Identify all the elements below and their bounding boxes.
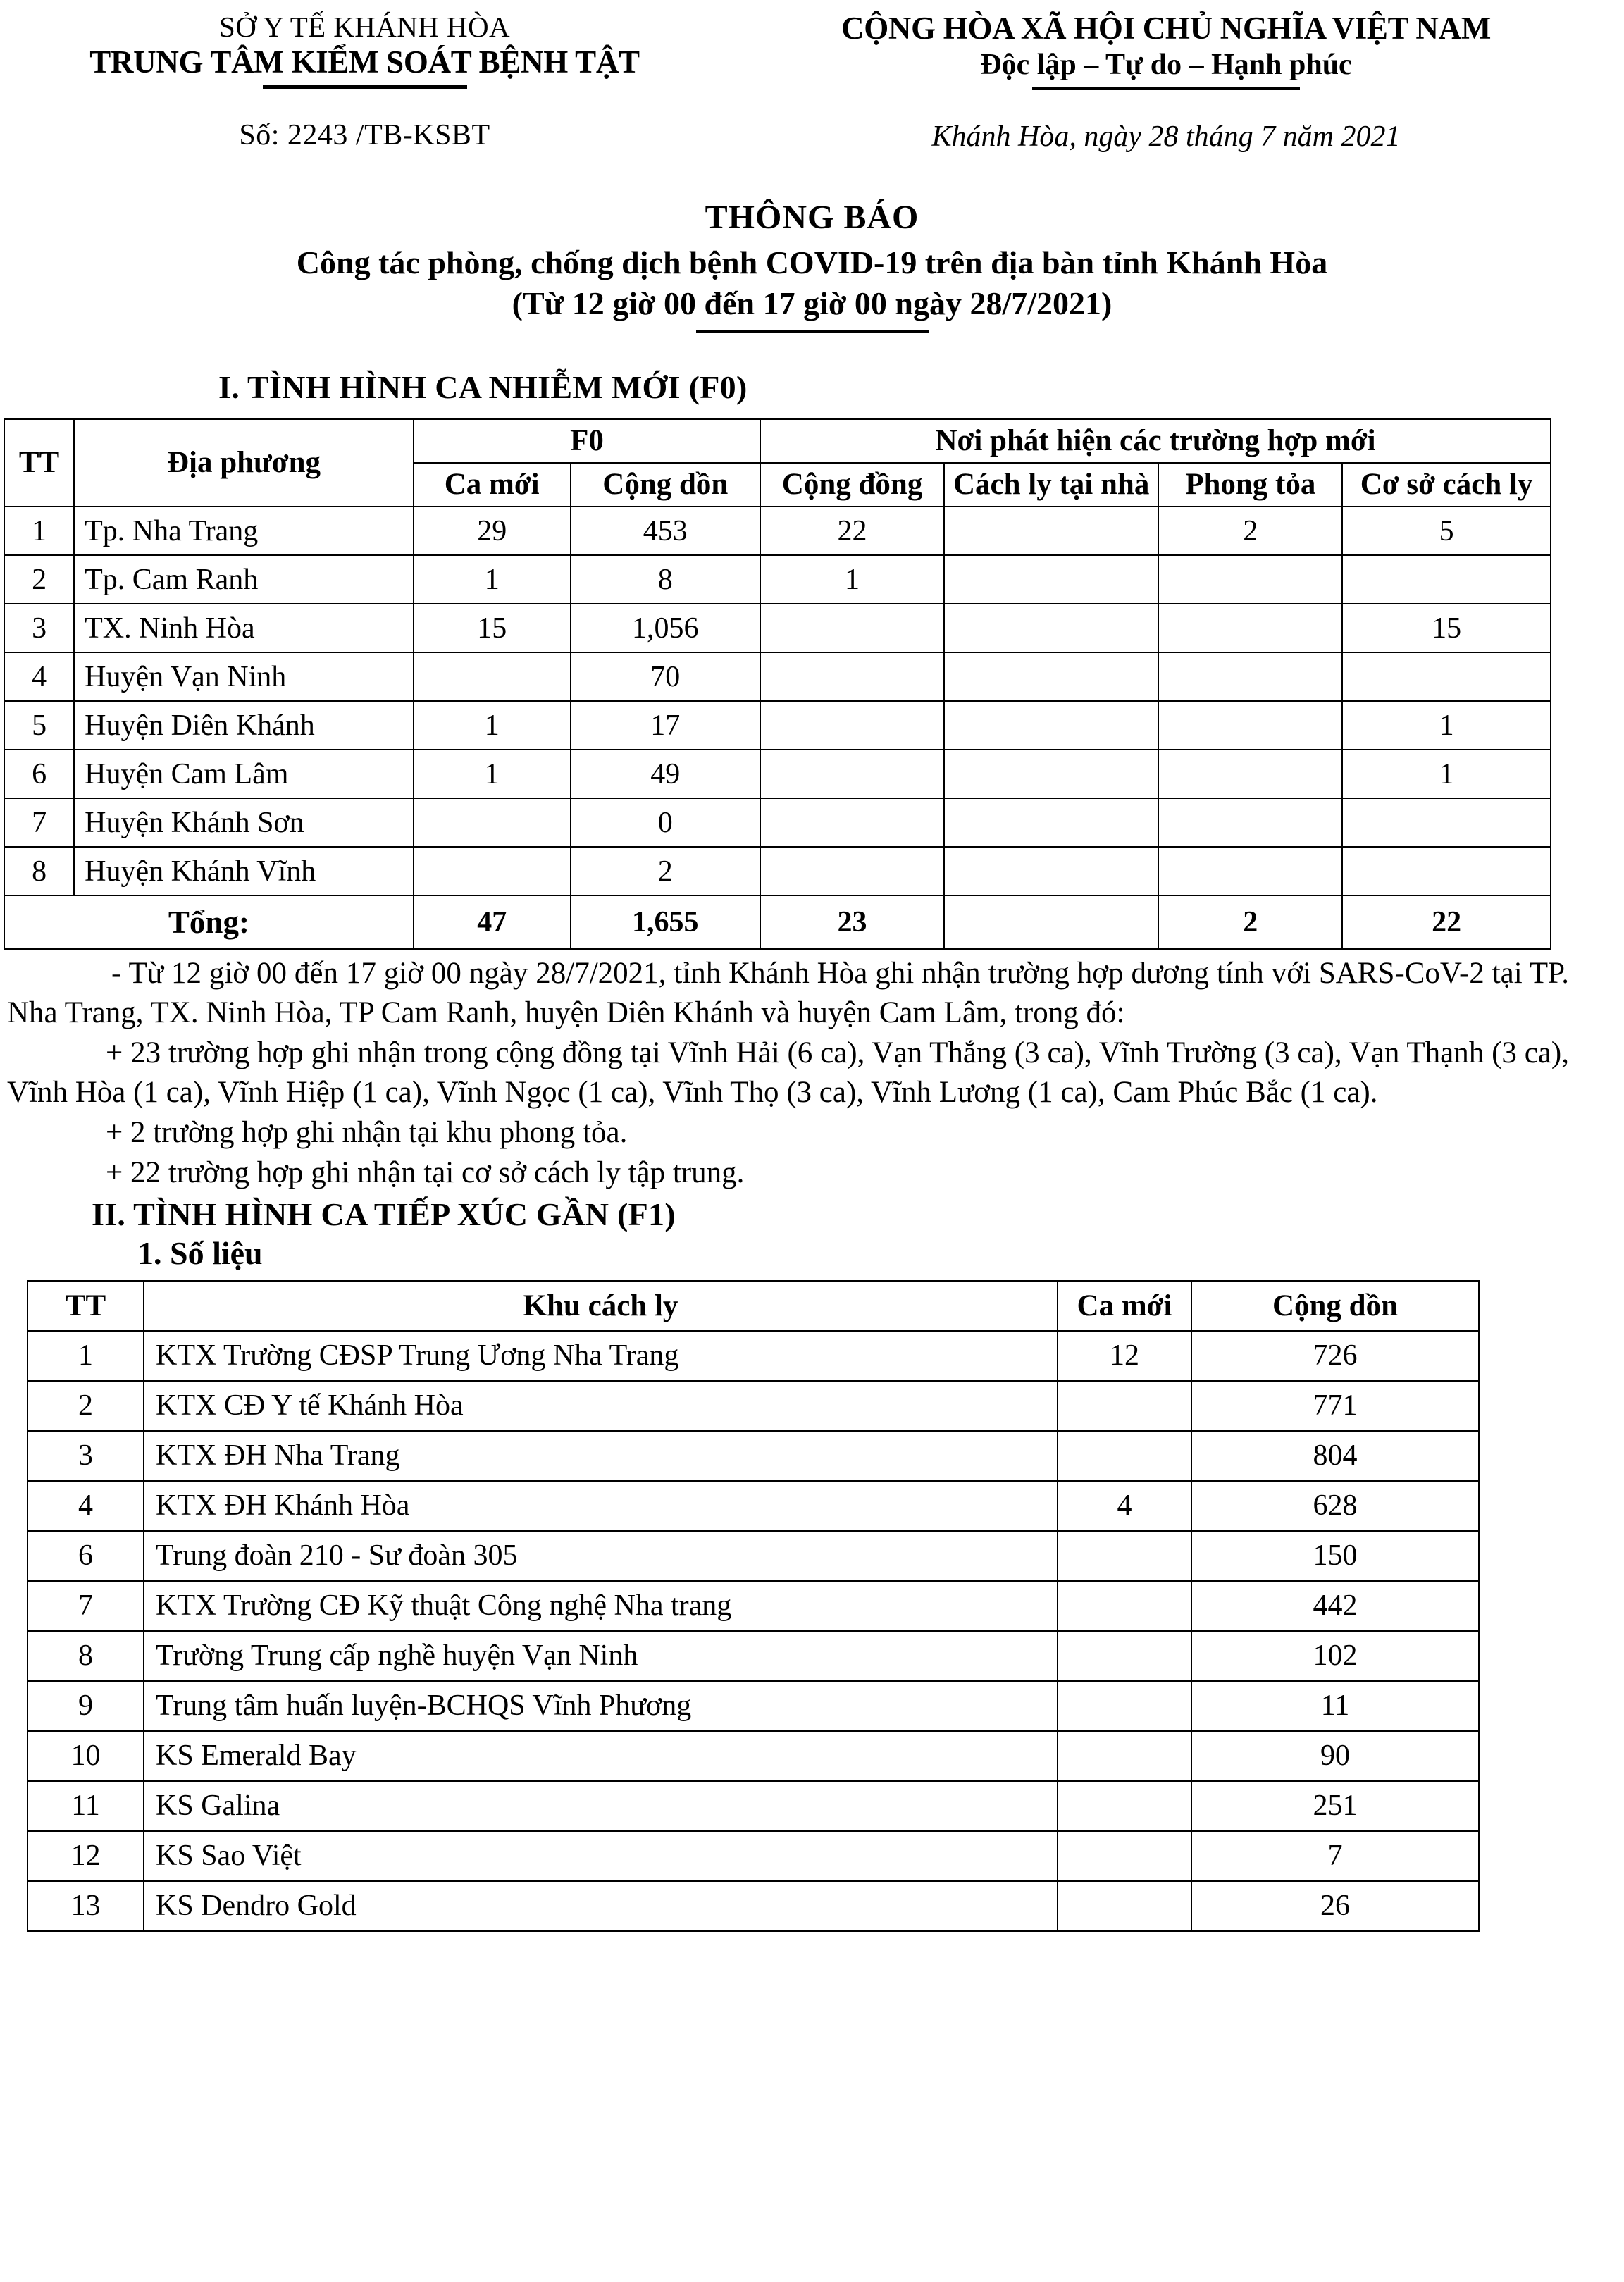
cell-area: KTX Trường CĐ Kỹ thuật Công nghệ Nha trang [144, 1581, 1058, 1631]
table-row [27, 1481, 1479, 1531]
new-cases-table-body [4, 507, 1551, 949]
total-f0-new: 47 [414, 895, 571, 949]
cell-tt: 4 [4, 652, 74, 701]
cell-lockdown [1158, 750, 1342, 798]
cell-tt: 6 [4, 750, 74, 798]
cell-facility [1342, 798, 1551, 847]
cell-lockdown [1158, 652, 1342, 701]
paragraph-lockdown-cases: + 2 trường hợp ghi nhận tại khu phong tỏa. [106, 1115, 628, 1149]
cell-facility: 1 [1342, 750, 1551, 798]
cell-community [760, 604, 944, 652]
total-lockdown: 2 [1158, 895, 1342, 949]
cell-cumulative: 90 [1191, 1731, 1479, 1781]
cell-area: Trường Trung cấp nghề huyện Vạn Ninh [144, 1631, 1058, 1681]
table-row [27, 1431, 1479, 1481]
cell-community [760, 750, 944, 798]
cell-locality: TX. Ninh Hòa [74, 604, 414, 652]
cell-new-cases [1058, 1381, 1191, 1431]
cell-tt: 4 [27, 1481, 144, 1531]
cell-facility [1342, 652, 1551, 701]
table-row [4, 750, 1551, 798]
national-motto: Độc lập – Tự do – Hạnh phúc [980, 49, 1352, 82]
table-row [4, 798, 1551, 847]
cell-new-cases: 4 [1058, 1481, 1191, 1531]
table-header-row [27, 1281, 1479, 1331]
cell-home-quarantine [944, 555, 1158, 604]
cell-locality: Huyện Vạn Ninh [74, 652, 414, 701]
title-block [0, 197, 1624, 333]
quarantine-table-body [27, 1331, 1479, 1931]
header-tt: TT [27, 1281, 144, 1331]
cell-cumulative: 726 [1191, 1331, 1479, 1381]
cell-community [760, 652, 944, 701]
total-home-quarantine [944, 895, 1158, 949]
cell-f0-new: 1 [414, 555, 571, 604]
cell-area: KS Sao Việt [144, 1831, 1058, 1881]
cell-home-quarantine [944, 847, 1158, 895]
cell-new-cases [1058, 1531, 1191, 1581]
cell-cumulative: 102 [1191, 1631, 1479, 1681]
cell-locality: Huyện Khánh Sơn [74, 798, 414, 847]
table-row [4, 652, 1551, 701]
title-subtitle-1: Công tác phòng, chống dịch bệnh COVID-19 trên địa bàn tỉnh Khánh Hòa [296, 244, 1328, 281]
header-f0-group: F0 [414, 419, 760, 463]
cell-new-cases [1058, 1681, 1191, 1731]
table-row [4, 604, 1551, 652]
cell-new-cases [1058, 1731, 1191, 1781]
table-row [27, 1581, 1479, 1631]
cell-tt: 2 [27, 1381, 144, 1431]
cell-tt: 7 [4, 798, 74, 847]
masthead-right-divider [1032, 87, 1300, 90]
cell-cumulative: 771 [1191, 1381, 1479, 1431]
cell-f0-cumulative: 0 [571, 798, 761, 847]
cell-f0-new: 1 [414, 750, 571, 798]
cell-community [760, 701, 944, 750]
new-cases-table-head [4, 419, 1551, 507]
issuing-center: TRUNG TÂM KIỂM SOÁT BỆNH TẬT [89, 44, 640, 80]
cell-locality: Huyện Khánh Vĩnh [74, 847, 414, 895]
cell-tt: 8 [4, 847, 74, 895]
table-row [27, 1331, 1479, 1381]
cell-area: KTX CĐ Y tế Khánh Hòa [144, 1381, 1058, 1431]
cell-facility: 15 [1342, 604, 1551, 652]
title-subtitle-2: (Từ 12 giờ 00 đến 17 giờ 00 ngày 28/7/2021) [512, 285, 1112, 321]
header-f0-cumulative: Cộng dồn [571, 463, 761, 507]
quarantine-table-head [27, 1281, 1479, 1331]
cell-lockdown [1158, 847, 1342, 895]
cell-area: Trung đoàn 210 - Sư đoàn 305 [144, 1531, 1058, 1581]
section-heading-2: II. TÌNH HÌNH CA TIẾP XÚC GẦN (F1) [92, 1196, 676, 1232]
masthead [0, 0, 1624, 154]
cell-f0-cumulative: 70 [571, 652, 761, 701]
cell-new-cases [1058, 1781, 1191, 1831]
table-row [27, 1681, 1479, 1731]
cell-tt: 7 [27, 1581, 144, 1631]
cell-tt: 12 [27, 1831, 144, 1881]
cell-facility [1342, 847, 1551, 895]
masthead-right [729, 10, 1624, 154]
table-row [27, 1831, 1479, 1881]
cell-area: KTX Trường CĐSP Trung Ương Nha Trang [144, 1331, 1058, 1381]
cell-lockdown [1158, 701, 1342, 750]
cell-cumulative: 628 [1191, 1481, 1479, 1531]
cell-f0-cumulative: 8 [571, 555, 761, 604]
dateline: Khánh Hòa, ngày 28 tháng 7 năm 2021 [931, 120, 1401, 154]
total-label: Tổng: [4, 895, 414, 949]
table-row [4, 701, 1551, 750]
cell-tt: 1 [27, 1331, 144, 1381]
total-facility: 22 [1342, 895, 1551, 949]
cell-area: KS Emerald Bay [144, 1731, 1058, 1781]
total-community: 23 [760, 895, 944, 949]
table-row [27, 1881, 1479, 1931]
cell-lockdown [1158, 798, 1342, 847]
table-row [27, 1781, 1479, 1831]
section-heading-1: I. TÌNH HÌNH CA NHIỄM MỚI (F0) [218, 369, 748, 406]
cell-locality: Huyện Cam Lâm [74, 750, 414, 798]
new-cases-table [4, 418, 1551, 950]
cell-community [760, 847, 944, 895]
cell-f0-cumulative: 1,056 [571, 604, 761, 652]
table-row [27, 1631, 1479, 1681]
cell-area: Trung tâm huấn luyện-BCHQS Vĩnh Phương [144, 1681, 1058, 1731]
cell-cumulative: 804 [1191, 1431, 1479, 1481]
cell-cumulative: 150 [1191, 1531, 1479, 1581]
cell-home-quarantine [944, 507, 1158, 555]
cell-facility: 5 [1342, 507, 1551, 555]
cell-f0-new [414, 798, 571, 847]
cell-new-cases [1058, 1831, 1191, 1881]
cell-lockdown [1158, 604, 1342, 652]
cell-new-cases [1058, 1631, 1191, 1681]
cell-tt: 9 [27, 1681, 144, 1731]
cell-home-quarantine [944, 750, 1158, 798]
cell-tt: 3 [27, 1431, 144, 1481]
cell-facility [1342, 555, 1551, 604]
title-divider [696, 330, 929, 333]
header-home-quarantine: Cách ly tại nhà [944, 463, 1158, 507]
table-row [27, 1381, 1479, 1431]
header-place-group: Nơi phát hiện các trường hợp mới [760, 419, 1551, 463]
cell-cumulative: 442 [1191, 1581, 1479, 1631]
cell-f0-new [414, 847, 571, 895]
cell-new-cases [1058, 1881, 1191, 1931]
cell-f0-cumulative: 49 [571, 750, 761, 798]
cell-area: KTX ĐH Nha Trang [144, 1431, 1058, 1481]
cell-community [760, 798, 944, 847]
cell-home-quarantine [944, 652, 1158, 701]
masthead-left [0, 10, 729, 154]
paragraph-facility-cases: + 22 trường hợp ghi nhận tại cơ sở cách ly tập trung. [106, 1155, 745, 1189]
cell-f0-cumulative: 2 [571, 847, 761, 895]
header-community: Cộng đồng [760, 463, 944, 507]
header-tt: TT [4, 419, 74, 507]
header-area: Khu cách ly [144, 1281, 1058, 1331]
table-row [4, 555, 1551, 604]
cell-tt: 11 [27, 1781, 144, 1831]
table-header-row-1 [4, 419, 1551, 463]
cell-f0-new: 1 [414, 701, 571, 750]
cell-f0-new [414, 652, 571, 701]
cell-new-cases [1058, 1431, 1191, 1481]
cell-locality: Tp. Nha Trang [74, 507, 414, 555]
cell-area: KS Galina [144, 1781, 1058, 1831]
paragraph-community-cases: + 23 trường hợp ghi nhận trong cộng đồng tại Vĩnh Hải (6 ca), Vạn Thắng (3 ca), Vĩnh Trường (3 ca), Vạn Thạnh (3 ca), Vĩnh Hòa (1 ca), Vĩnh Hiệp (1 ca), Vĩnh Ngọc (1 ca), Vĩnh Thọ (3 ca), Vĩnh Lương (1 ca), Cam Phúc Bắc (1 ca). [7, 1036, 1569, 1110]
header-locality: Địa phương [74, 419, 414, 507]
header-cumulative: Cộng dồn [1191, 1281, 1479, 1331]
document-number: Số: 2243 /TB-KSBT [239, 119, 490, 152]
masthead-left-divider [263, 85, 467, 89]
cell-home-quarantine [944, 701, 1158, 750]
cell-home-quarantine [944, 604, 1158, 652]
cell-tt: 13 [27, 1881, 144, 1931]
cell-new-cases [1058, 1581, 1191, 1631]
total-f0-cum: 1,655 [571, 895, 761, 949]
cell-area: KTX ĐH Khánh Hòa [144, 1481, 1058, 1531]
paragraph-summary: - Từ 12 giờ 00 đến 17 giờ 00 ngày 28/7/2021, tỉnh Khánh Hòa ghi nhận trường hợp dương tính với SARS-CoV-2 tại TP. Nha Trang, TX. Ninh Hòa, TP Cam Ranh, huyện Diên Khánh và huyện Cam Lâm, trong đó: [7, 957, 1569, 1030]
national-title: CỘNG HÒA XÃ HỘI CHỦ NGHĨA VIỆT NAM [841, 11, 1491, 46]
cell-home-quarantine [944, 798, 1158, 847]
cell-community: 22 [760, 507, 944, 555]
table-row [27, 1731, 1479, 1781]
header-new-cases: Ca mới [1058, 1281, 1191, 1331]
cell-facility: 1 [1342, 701, 1551, 750]
cell-community: 1 [760, 555, 944, 604]
cell-tt: 1 [4, 507, 74, 555]
cell-tt: 2 [4, 555, 74, 604]
cell-tt: 6 [27, 1531, 144, 1581]
cell-f0-cumulative: 17 [571, 701, 761, 750]
table-row [27, 1531, 1479, 1581]
cell-f0-new: 29 [414, 507, 571, 555]
cell-cumulative: 7 [1191, 1831, 1479, 1881]
cell-f0-cumulative: 453 [571, 507, 761, 555]
header-f0-new: Ca mới [414, 463, 571, 507]
table-row [4, 507, 1551, 555]
cell-tt: 10 [27, 1731, 144, 1781]
table-total-row [4, 895, 1551, 949]
cell-locality: Tp. Cam Ranh [74, 555, 414, 604]
issuing-department: SỞ Y TẾ KHÁNH HÒA [219, 11, 510, 43]
cell-tt: 3 [4, 604, 74, 652]
cell-cumulative: 11 [1191, 1681, 1479, 1731]
table-row [4, 847, 1551, 895]
quarantine-areas-table [27, 1280, 1480, 1932]
header-lockdown: Phong tỏa [1158, 463, 1342, 507]
cell-new-cases: 12 [1058, 1331, 1191, 1381]
page-title: THÔNG BÁO [705, 199, 919, 237]
cell-tt: 5 [4, 701, 74, 750]
cell-f0-new: 15 [414, 604, 571, 652]
cell-locality: Huyện Diên Khánh [74, 701, 414, 750]
cell-cumulative: 26 [1191, 1881, 1479, 1931]
subsection-heading-data: 1. Số liệu [137, 1234, 263, 1271]
cell-cumulative: 251 [1191, 1781, 1479, 1831]
cell-lockdown [1158, 555, 1342, 604]
cell-lockdown: 2 [1158, 507, 1342, 555]
cell-area: KS Dendro Gold [144, 1881, 1058, 1931]
cell-tt: 8 [27, 1631, 144, 1681]
header-facility: Cơ sở cách ly [1342, 463, 1551, 507]
